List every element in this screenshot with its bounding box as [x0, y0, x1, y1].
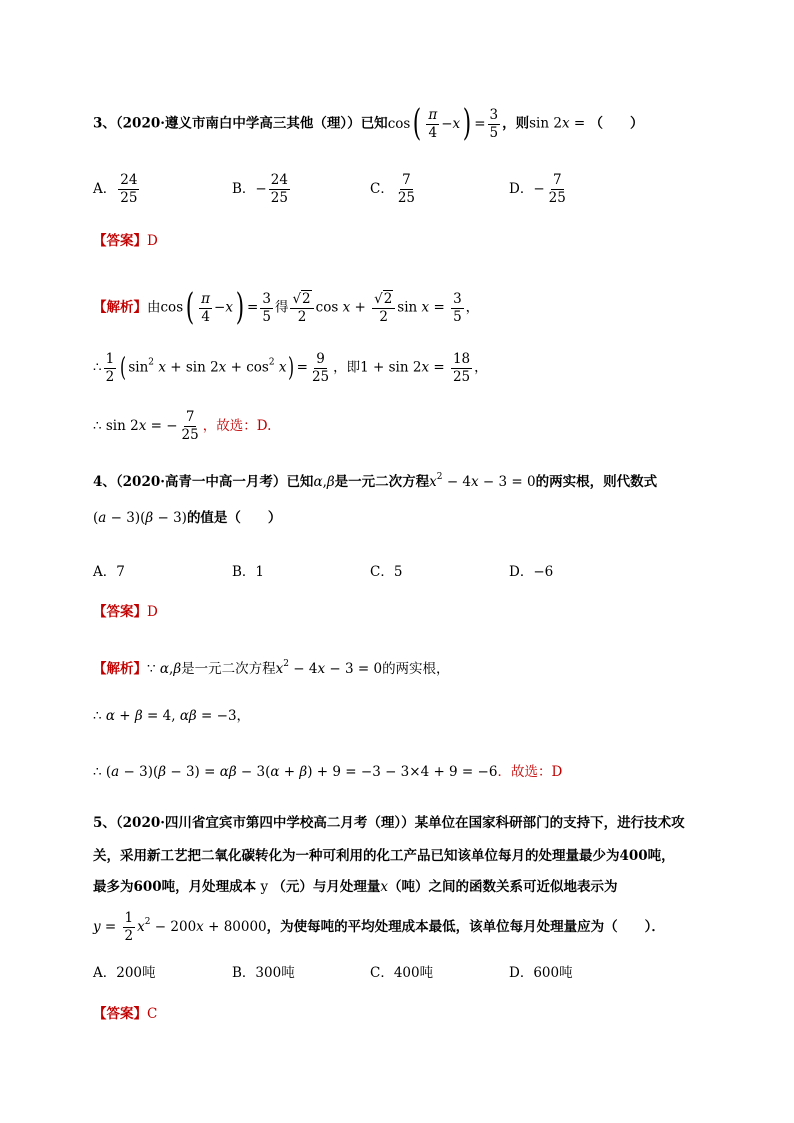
q5-stem-3: 最多为600吨，月处理成本 y （元）与月处理量x（吨）之间的函数关系可近似地表示为 [93, 879, 618, 895]
q3-number: 3、 [93, 115, 116, 132]
q5-option-a: A．200吨 [93, 965, 156, 981]
q5-stem-2: 关，采用新工艺把二氧化碳转化为一种可利用的化工产品已知该单位每月的处理量最少为400吨， [93, 848, 675, 864]
q3-option-d: D．− $\frac{7}{25}$ [509, 172, 566, 206]
q3-option-a: A． $\frac{24}{25}$ [93, 172, 138, 206]
q3-analysis-2: ∴ $\frac{1}{2}$ ( $\sin^2 x + \sin 2x + \cos^2 x$) = $\frac{9}{25}$ ，即1 + sin 2x = $\frac{18}{25}$ ， [93, 350, 488, 385]
q4-stem-2: (a − 3)(β − 3)的值是（ ） [93, 510, 282, 526]
q3-source: （2020·遵义市南白中学高三其他（理）） [115, 115, 361, 132]
q4-analysis-2: ∴ α + β = 4, αβ = −3， [93, 708, 251, 724]
q4-option-b: B．1 [232, 564, 265, 580]
q4-option-d: D．−6 [509, 564, 554, 580]
q4-stem: 4、（2020·高青一中高一月考）已知α,β是一元二次方程$x^2 - 4x - 3 = 0$的两实根，则代数式 [93, 472, 658, 490]
q5-stem-1: 5、（2020·四川省宜宾市第四中学校高二月考（理））某单位在国家科研部门的支持下，进行技术攻 [93, 815, 685, 831]
q3-blank: （ ） [589, 115, 644, 132]
q4-option-c: C．5 [370, 564, 403, 580]
q5-stem-4: y = $\frac{1}{2}$ $x^2 - 200x + 80000$，为使每吨的平均处理成本最低，该单位每月处理量应为（ ）． [93, 910, 665, 944]
q5-option-c: C．400吨 [370, 965, 434, 981]
q4-analysis-1: 【解析】∵ α,β是一元二次方程$x^2 - 4x - 3 = 0$的两实根， [93, 659, 450, 677]
q3-stem-text: 已知 [360, 115, 388, 132]
q5-option-d: D．600吨 [509, 965, 573, 981]
q3-analysis-3: ∴ sin 2x = − $\frac{7}{25}$ ，故选：D. [93, 409, 272, 443]
q4-answer: 【答案】D [93, 604, 158, 620]
q3-option-b: B．− $\frac{24}{25}$ [232, 172, 288, 206]
q5-answer: 【答案】C [93, 1006, 158, 1022]
q5-option-b: B．300吨 [232, 965, 295, 981]
q4-analysis-3: ∴ (a − 3)(β − 3) = αβ − 3(α + β) + 9 = −3 − 3×4 + 9 = −6．故选：D [93, 764, 563, 780]
q3-answer: 【答案】D [93, 233, 158, 249]
q3-stem: 3、（2020·遵义市南白中学高三其他（理））已知cos( $\frac{\pi}{4}$ −x) = $\frac{3}{5}$ ，则sin 2x = （ ） [93, 103, 644, 144]
q4-option-a: A．7 [93, 564, 125, 580]
q3-target: sin 2x = [529, 115, 590, 132]
q3-analysis-1: 【解析】由cos( $\frac{\pi}{4}$ −x) = $\frac{3}{5}$ 得 $\frac{√2}{2}$ cos x + $\frac{√2}{2}$ sin x = $\frac{3}{5}$ ， [93, 287, 480, 328]
q3-formula: cos( $\frac{\pi}{4}$ −x) = $\frac{3}{5}$ [387, 103, 499, 144]
q3-option-c: C． $\frac{7}{25}$ [370, 172, 416, 206]
